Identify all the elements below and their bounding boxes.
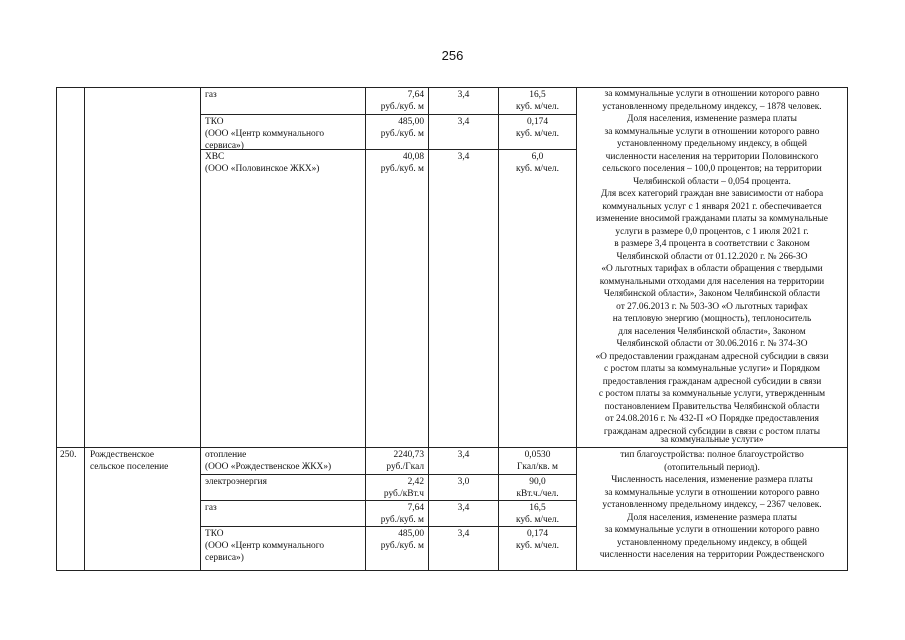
service-name: электроэнергия bbox=[205, 477, 267, 487]
norm-value: 0,174 bbox=[526, 117, 549, 127]
description-line: Челябинской области от 01.12.2020 г. № 266-ЗО bbox=[616, 251, 808, 262]
norm-unit: куб. м/чел. bbox=[516, 164, 559, 174]
description-line: в размере 3,4 процента в соответствии с Законом bbox=[614, 239, 810, 249]
service-name: ТКО bbox=[205, 529, 224, 539]
service-name: отопление bbox=[205, 450, 247, 460]
description-line: с ростом платы за коммунальные услуги, утвержденным bbox=[598, 389, 826, 399]
settlement-name: сельское поселение bbox=[90, 462, 169, 472]
tariff-value: 7,64 bbox=[407, 503, 424, 513]
description-line: от 24.08.2016 г. № 432-П «О Порядке предоставления bbox=[605, 414, 819, 424]
description-line: на тепловую энергию (мощность), теплоноситель bbox=[612, 314, 812, 324]
table-border-right bbox=[847, 87, 848, 571]
table-border-bottom bbox=[56, 570, 848, 571]
norm-value: 6,0 bbox=[531, 152, 544, 162]
description-line: численности населения на территории Половинского bbox=[605, 151, 819, 162]
description-line: с ростом платы за коммунальные услуги» и Порядком bbox=[604, 364, 820, 374]
tariff-unit: руб./куб. м bbox=[380, 164, 424, 174]
norm-unit: куб. м/чел. bbox=[516, 129, 559, 139]
growth-index: 3,0 bbox=[457, 477, 470, 487]
service-name: ХВС bbox=[205, 152, 225, 162]
service-provider: (ООО «Половинское ЖКХ») bbox=[205, 164, 320, 174]
description-line: услуги в размере 0,0 процентов, с 1 июля 2021 г. bbox=[615, 226, 809, 237]
description-line: для населения Челябинской области», Законом bbox=[618, 326, 806, 337]
description-line: Челябинской области – 0,054 процента. bbox=[633, 176, 791, 187]
description-line: Челябинской области от 30.06.2016 г. № 374-ЗО bbox=[616, 339, 808, 349]
norm-unit: куб. м/чел. bbox=[516, 541, 559, 551]
description-line: предоставления гражданам адресной субсидии в связи bbox=[602, 376, 822, 387]
norm-value: 16,5 bbox=[529, 503, 546, 513]
description-line: за коммунальные услуги в отношении которого равно bbox=[604, 126, 820, 137]
description-line: за коммунальные услуги в отношении которого равно bbox=[604, 89, 820, 99]
growth-index: 3,4 bbox=[457, 450, 470, 460]
description-line: (отопительный период). bbox=[664, 462, 760, 473]
service-provider: (ООО «Рождественское ЖКХ») bbox=[205, 462, 332, 472]
tariff-value: 40,08 bbox=[402, 152, 424, 162]
norm-unit: куб. м/чел. bbox=[516, 102, 559, 112]
description-line: установленному предельному индексу, в общей bbox=[616, 537, 808, 548]
description-line: коммунальных услуг с 1 января 2021 г. обеспечивается bbox=[602, 201, 822, 212]
settlement-name: Рождественское bbox=[90, 450, 155, 460]
service-provider: (ООО «Центр коммунального bbox=[205, 541, 325, 551]
description-line: установленному предельному индексу, – 1878 человек. bbox=[602, 101, 822, 112]
column-divider bbox=[200, 87, 201, 571]
service-name: газ bbox=[205, 90, 217, 100]
growth-index: 3,4 bbox=[457, 90, 470, 100]
norm-value: 0,174 bbox=[526, 529, 549, 539]
description-line: гражданам адресной субсидии в связи с ростом платы bbox=[603, 426, 821, 437]
description-line: за коммунальные услуги в отношении которого равно bbox=[604, 487, 820, 498]
description-line: «О предоставлении гражданам адресной субсидии в связи bbox=[595, 351, 829, 362]
description-line: Доля населения, изменение размера платы bbox=[627, 512, 797, 523]
service-provider: сервиса») bbox=[205, 141, 244, 151]
description-line: тип благоустройства: полное благоустройство bbox=[620, 450, 804, 460]
description-line: постановлением Правительства Челябинской области bbox=[604, 401, 820, 412]
row-divider bbox=[200, 149, 576, 150]
norm-unit: Гкал/кв. м bbox=[517, 462, 558, 472]
row-divider bbox=[200, 114, 576, 115]
tariff-value: 485,00 bbox=[398, 529, 424, 539]
description-line: установленному предельному индексу, в общей bbox=[616, 139, 808, 149]
tariff-unit: руб./куб. м bbox=[380, 102, 424, 112]
tariff-unit: руб./Гкал bbox=[386, 462, 424, 472]
growth-index: 3,4 bbox=[457, 503, 470, 513]
description-line: Численность населения, изменение размера платы bbox=[611, 475, 813, 485]
tariff-value: 2,42 bbox=[407, 477, 424, 487]
norm-unit: кВт.ч./чел. bbox=[516, 489, 559, 499]
description-line: Доля населения, изменение размера платы bbox=[627, 114, 797, 124]
growth-index: 3,4 bbox=[457, 152, 470, 162]
tariff-unit: руб./куб. м bbox=[380, 129, 424, 139]
service-provider: (ООО «Центр коммунального bbox=[205, 129, 325, 139]
description-line: сельского поселения – 100,0 процентов; на территории bbox=[602, 164, 822, 174]
tariff-unit: руб./кВт.ч bbox=[383, 489, 424, 499]
norm-value: 90,0 bbox=[529, 477, 546, 487]
tariff-value: 485,00 bbox=[398, 117, 424, 127]
row-divider bbox=[200, 474, 576, 475]
service-provider: сервиса») bbox=[205, 553, 244, 563]
growth-index: 3,4 bbox=[457, 529, 470, 539]
description-line: изменение вносимой гражданами платы за коммунальные bbox=[596, 214, 828, 224]
row-divider bbox=[56, 447, 848, 448]
norm-value: 16,5 bbox=[529, 90, 546, 100]
description-line: Для всех категорий граждан вне зависимости от набора bbox=[600, 189, 824, 199]
norm-unit: куб. м/чел. bbox=[516, 515, 559, 525]
description-line: установленному предельному индексу, – 2367 человек. bbox=[602, 500, 822, 510]
description-line: за коммунальные услуги в отношении которого равно bbox=[604, 525, 820, 535]
service-name: ТКО bbox=[205, 117, 224, 127]
growth-index: 3,4 bbox=[457, 117, 470, 127]
description-line: численности населения на территории Рождественского bbox=[599, 550, 825, 560]
description-line: Челябинской области», Законом Челябинской области bbox=[603, 289, 821, 299]
column-divider bbox=[56, 87, 57, 571]
norm-value: 0,0530 bbox=[524, 450, 551, 460]
service-name: газ bbox=[205, 503, 217, 513]
page-number: 256 bbox=[441, 48, 464, 63]
tariff-unit: руб./куб. м bbox=[380, 541, 424, 551]
tariff-unit: руб./куб. м bbox=[380, 515, 424, 525]
description-line: «О льготных тарифах в области обращения с твердыми bbox=[601, 264, 823, 274]
tariff-value: 2240,73 bbox=[393, 450, 424, 460]
description-line: от 27.06.2013 г. № 503-ЗО «О льготных тарифах bbox=[616, 301, 808, 312]
row-number: 250. bbox=[60, 450, 77, 460]
description-line: за коммунальные услуги» bbox=[660, 435, 764, 445]
tariff-value: 7,64 bbox=[407, 90, 424, 100]
column-divider bbox=[84, 87, 85, 571]
description-line: коммунальными отходами для населения на территории bbox=[599, 276, 825, 287]
